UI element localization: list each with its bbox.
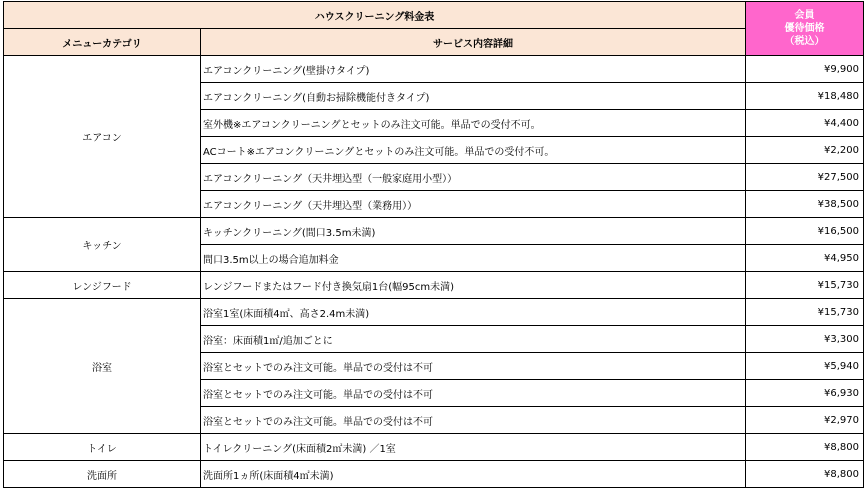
price-table-body: [4, 56, 864, 488]
price-cell: ¥4,400: [746, 110, 864, 137]
price-cell: ¥8,800: [746, 434, 864, 461]
price-cell: ¥8,800: [746, 461, 864, 488]
price-cell: ¥5,940: [746, 353, 864, 380]
category-cell: 洗面所: [4, 461, 201, 488]
service-cell: ACコート※エアコンクリーニングとセットのみ注文可能。単品での受付不可。: [201, 137, 746, 164]
service-cell: 洗面所1ヵ所(床面積4㎡未満): [201, 461, 746, 488]
service-cell: エアコンクリーニング（天井埋込型（業務用））: [201, 191, 746, 218]
price-cell: ¥6,930: [746, 380, 864, 407]
price-cell: ¥16,500: [746, 218, 864, 245]
member-header-line-2: 優待価格: [784, 23, 825, 34]
category-cell: 浴室: [4, 299, 201, 434]
price-cell: ¥38,500: [746, 191, 864, 218]
service-cell: エアコンクリーニング（天井埋込型（一般家庭用小型））: [201, 164, 746, 191]
table-row: [4, 272, 864, 299]
category-cell: レンジフード: [4, 272, 201, 299]
member-price-header: [746, 2, 864, 56]
service-cell: エアコンクリーニング(壁掛けタイプ): [201, 56, 746, 83]
member-header-line-1: 会員: [794, 10, 815, 21]
price-cell: ¥4,950: [746, 245, 864, 272]
price-table: [3, 1, 864, 488]
price-cell: ¥9,900: [746, 56, 864, 83]
service-cell: 浴室とセットでのみ注文可能。単品での受付は不可: [201, 380, 746, 407]
table-row: [4, 461, 864, 488]
service-cell: 浴室とセットでのみ注文可能。単品での受付は不可: [201, 353, 746, 380]
service-cell: 浴室：床面積1㎡/追加ごとに: [201, 326, 746, 353]
price-cell: ¥15,730: [746, 299, 864, 326]
service-cell: トイレクリーニング(床面積2㎡未満) ／1室: [201, 434, 746, 461]
price-cell: ¥2,200: [746, 137, 864, 164]
price-cell: ¥27,500: [746, 164, 864, 191]
table-row: [4, 434, 864, 461]
category-cell: トイレ: [4, 434, 201, 461]
service-cell: 浴室1室(床面積4㎡、高さ2.4m未満): [201, 299, 746, 326]
service-cell: 間口3.5m以上の場合追加料金: [201, 245, 746, 272]
member-header-line-3: （税込）: [784, 36, 825, 47]
service-cell: キッチンクリーニング(間口3.5m未満): [201, 218, 746, 245]
column-header-category: メニューカテゴリ: [4, 29, 201, 56]
table-title: ハウスクリーニング料金表: [4, 2, 746, 29]
service-cell: 浴室とセットでのみ注文可能。単品での受付は不可: [201, 407, 746, 434]
table-row: [4, 299, 864, 326]
price-cell: ¥3,300: [746, 326, 864, 353]
service-cell: 室外機※エアコンクリーニングとセットのみ注文可能。単品での受付不可。: [201, 110, 746, 137]
column-header-details: サービス内容詳細: [201, 29, 746, 56]
price-cell: ¥15,730: [746, 272, 864, 299]
table-row: [4, 218, 864, 245]
table-row: [4, 56, 864, 83]
service-cell: レンジフードまたはフード付き換気扇1台(幅95cm未満): [201, 272, 746, 299]
category-cell: エアコン: [4, 56, 201, 218]
price-cell: ¥18,480: [746, 83, 864, 110]
price-cell: ¥2,970: [746, 407, 864, 434]
service-cell: エアコンクリーニング(自動お掃除機能付きタイプ): [201, 83, 746, 110]
category-cell: キッチン: [4, 218, 201, 272]
